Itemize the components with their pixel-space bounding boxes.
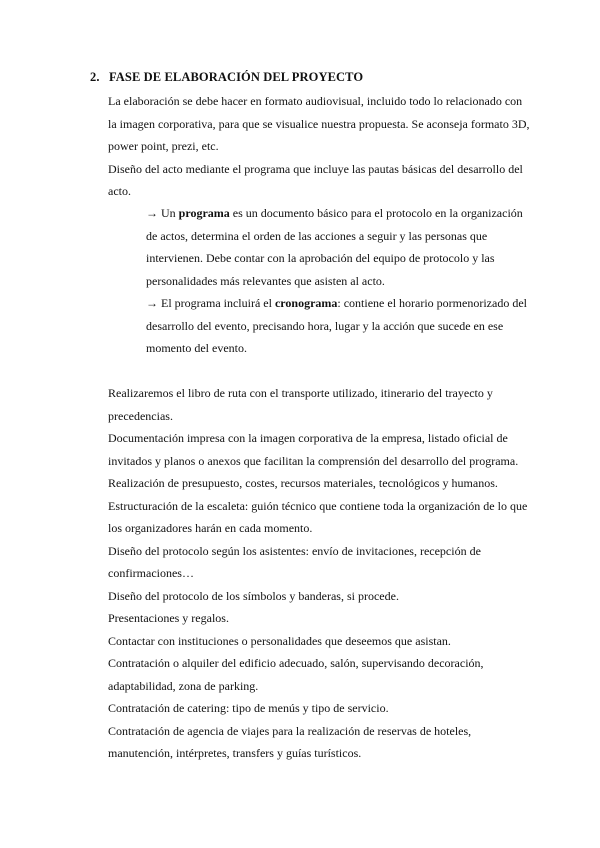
intro-paragraph: La elaboración se debe hacer en formato audiovisual, incluido todo lo relacionado con la imagen corporativa, para que se visualice nuestra propuesta. Se aconseja formato 3D, power point, prezi, etc.	[108, 94, 530, 153]
task-paragraph: Documentación impresa con la imagen corporativa de la empresa, listado oficial de invitados y planos o anexos que facilitan la comprensión del desarrollo del programa.	[108, 431, 519, 468]
section-title: FASE DE ELABORACIÓN DEL PROYECTO	[109, 70, 364, 84]
task-list	[108, 382, 533, 765]
arrow-item-text: : contiene el horario pormenorizado del desarrollo del evento, precisando hora, lugar y la acción que sucede en ese momento del evento.	[146, 296, 527, 355]
task-paragraph: Diseño del protocolo de los símbolos y banderas, si procede.	[108, 588, 399, 603]
arrow-item-prefix: El programa incluirá el	[161, 296, 272, 310]
arrow-item-keyword: cronograma	[274, 296, 338, 310]
section-number: 2.	[90, 70, 100, 84]
task-paragraph: Realizaremos el libro de ruta con el transporte utilizado, itinerario del trayecto y precedencias.	[108, 386, 493, 423]
arrow-item	[146, 202, 536, 292]
intro-paragraph: Diseño del acto mediante el programa que incluye las pautas básicas del desarrollo del acto.	[108, 161, 523, 198]
task-paragraph: Realización de presupuesto, costes, recursos materiales, tecnológicos y humanos.	[108, 476, 498, 490]
task-paragraph: Diseño del protocolo según los asistentes: envío de invitaciones, recepción de confirmaciones…	[108, 543, 481, 580]
arrow-item-keyword: programa	[178, 206, 230, 220]
task-paragraph: Presentaciones y regalos.	[108, 611, 229, 625]
task-paragraph: Contratación o alquiler del edificio adecuado, salón, supervisando decoración, adaptabilidad, zona de parking.	[108, 656, 484, 693]
section-heading	[90, 70, 363, 85]
arrow-icon: →	[146, 296, 158, 310]
arrow-item-text: es un documento básico para el protocolo en la organización de actos, determina el orden de las acciones a seguir y las personas que intervienen. Debe contar con la aprobación del equipo de protocolo y las personalidades más relevantes que asisten al acto.	[146, 206, 523, 288]
arrow-icon: →	[146, 206, 158, 220]
intro-block	[108, 90, 533, 203]
arrow-list	[146, 202, 536, 360]
task-paragraph: Contratación de catering: tipo de menús y tipo de servicio.	[108, 701, 389, 715]
arrow-item	[146, 292, 536, 360]
task-paragraph: Estructuración de la escaleta: guión técnico que contiene toda la organización de lo que los organizadores harán en cada momento.	[108, 498, 528, 535]
task-paragraph: Contactar con instituciones o personalidades que deseemos que asistan.	[108, 633, 451, 648]
task-paragraph: Contratación de agencia de viajes para la realización de reservas de hoteles, manutención, intérpretes, transfers y guías turísticos.	[108, 723, 472, 760]
arrow-item-prefix: Un	[161, 206, 176, 220]
